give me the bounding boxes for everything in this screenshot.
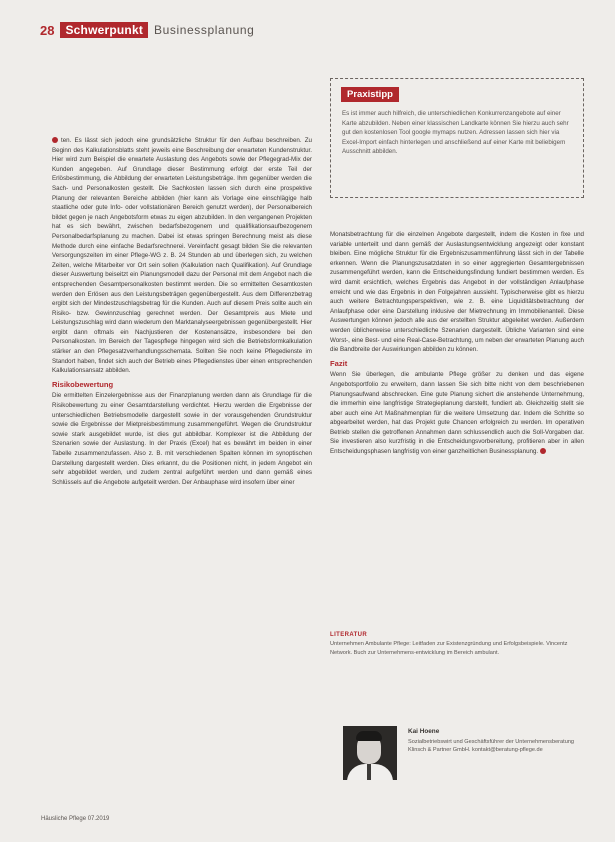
- author-bio: Sozialbetriebswirt und Geschäftsführer der Unternehmensberatung Klinsch & Partner GmbH. kontakt@beratung-pflege.de: [408, 739, 575, 754]
- end-mark-icon: [540, 448, 546, 454]
- practice-tip-label: Praxistipp: [341, 87, 399, 102]
- fazit-text: Wenn Sie überlegen, die ambulante Pflege größer zu denken und das eigene Angebotsportfolio zu erweitern, dann lassen Sie sich bitte nicht von dem beschriebenen Planungsaufwand abschrecken. Eine gute Planung sichert die anstehende Unternehmung, die immerhin eine langfristige Strategieplanung darstellt, fundiert ab. Gleichzeitig stellt sie aber auch eine Art Maßnahmenplan für die weitere Umsetzung dar. Indem die Schritte so abgearbeitet werden, hat das Projekt gute Chancen erfolgreich zu werden. Im operativen Betrieb stellen die getroffenen Annahmen dann schlussendlich auch die Soll-Vorgaben dar. Sie investieren also kurzfristig in die Entscheidungsvorbereitung, profitieren aber in allen Entscheidungsphasen langfristig von einer ganzheitlichen Businessplanung.: [330, 371, 584, 456]
- literature-box: [330, 632, 584, 657]
- literature-label: LITERATUR: [330, 632, 368, 638]
- page-footer: Häusliche Pflege 07.2019: [41, 816, 110, 822]
- section-title: Businessplanung: [154, 23, 255, 37]
- fazit-paragraph: [330, 370, 584, 456]
- practice-tip-box: [330, 78, 584, 198]
- right-column: [330, 230, 584, 457]
- author-name: Kai Hoene: [408, 728, 440, 735]
- author-box: [343, 726, 583, 784]
- page-header: [40, 20, 254, 40]
- literature-text: Unternehmen Ambulante Pflege: Leitfaden zur Existenzgründung und Erfolgsbeispiele. Vincentz Network. Buch zur Unternehmens-entwicklung im Bereich ambulant.: [330, 641, 568, 656]
- left-column: [52, 136, 312, 487]
- practice-tip-text: Es ist immer auch hilfreich, die unterschiedlichen Konkurrenzangebote auf einer Karte abzubilden. Neben einer klassischen Landkarte können Sie hierzu auch sehr gut den kostenlosen Tool google mymaps nutzen. Adressen lassen sich hier via Excel-Import einfach hinterlegen und anschließend auf einer Karte mit beliebigem Ausschnitt abbilden.: [342, 110, 569, 156]
- risk-heading: Risikobewertung: [52, 379, 114, 389]
- fazit-heading: Fazit: [330, 358, 348, 368]
- section-badge: Schwerpunkt: [60, 22, 148, 38]
- author-photo: [343, 726, 397, 780]
- left-intro-paragraph: [52, 136, 312, 376]
- right-paragraph: Monatsbetrachtung für die einzelnen Angebote dargestellt, indem die Kosten in fixe und variable unterteilt und dann gemäß der Auslastungsentwicklung angezeigt oder konstant bleiben. Eine mögliche Struktur für die Ergebniszusammenführung lässt sich in der Tabelle erkennen. Wenn die Planungszusatzdaten in so einer aggregierten Gesamtergebnissen zusammengeführt werden, kann die Entscheidungsfindung fundiert bestimmen werden. Es wird damit ersichtlich, welches Ergebnis das Angebot in der vollständigen Anlaufphase erreicht und wie das Ergebnis in den Folgejahren aussieht. Typischerweise gibt es hierzu auch weitere Betrachtungsperspektiven, wie z. B. eine Liquiditätsbetrachtung der Anlaufphase oder eine Darstellung inklusive der Mietrechnung im Immobilienanteil. Diese Auswertungen können jedoch alle aus der erstellten Struktur abgeleitet werden. Außerdem werden üblicherweise unterschiedliche Szenarien dargestellt. Übliche Varianten sind eine Worst-, eine Best- und eine Real-Case-Betrachtung, um neben der erwarteten Planung auch die Bandbreite der Auswirkungen abbilden zu können.: [330, 231, 584, 354]
- left-intro-text: ten. Es lässt sich jedoch eine grundsätzliche Struktur für den Aufbau beschreiben. Zu Beginn des Kalkulationsblatts steht jeweils eine Beschreibung der erwarteten Kundenstruktur. Hier wird zum Beispiel die erwartete Auslastung des Angebots sowie der Pflegegrad-Mix der Kunden angegeben. Auf Grundlage dieser Bestimmung erfolgt der erste Teil der Erlösbestimmung, die Abbildung der erwarteten Leistungsbeträge. Ihm gegenüber werden die Sach- und Personalkosten gestellt. Die Sachkosten lassen sich durch eine prospektive Planung der relevanten Bereiche abbilden (hier kann als Vorlage eine einschlägige halb staatliche oder gute Info- oder vollstationären Bereich genutzt werden), der Personalbereich bildet gegen je nach Angebotsform etwas zu eigen abzubilden. In den vergangenen Projekten hat es sich bewährt, zwischen bedarfsbezogenem und qualifikationsaufbezogenem Personalbedarfsplanung zu machen. Dabei ist etwas springen Berechnung meist als diese Methode durch eine einfache Bedarfsrechnerei. Vereinfacht gesagt bilden Sie die relevanten Versorgungszeiten im einer Pflege-WG z. B. 24 Stunden ab und überlegen sich, zu welchen Zeiten, welche Mitarbeiter vor Ort sein sollen (Kalkulation nach Qualifikation). Auf Grundlage dieser Auswertung beiseitzt ein Planungsmodell dazu der Personal mit dem Angebot nach die entsprechenden Gesamtpersonalkosten bestimmt werden. Die so ermittelten Gesamtkosten werden den Erlösen aus den Leistungsbeträgen gegenübergestellt. Aus dem Differenzbetrag ergibt sich der Mindestzuschlagsbetrag für die Kunden. Auch auf diesem Preis sollte auch ein Risiko- bzw. Gewinnzuschlag gerechnet werden. Der Gesamtpreis aus Miete und Leistungszuschlag wird dann wiederum den Marktanalyseergebnissen gegenübergestellt. Hier ergibt dann oftmals ein Nachjustieren der Kostenansätze, insbesondere bei den Personalkosten. Im Bereich der Tagespflege hingegen wird sich die Betriebsformkalkulation stärker an den Pflegesatzverhandlungsschemata. Sollten Sie noch keine Pflegedienste im Standort haben, findet sich auch der Betrieb eines Pflegedienstes über einen entsprechenden Kalkulationsansatz abbilden.: [52, 137, 312, 375]
- continuation-bullet-icon: [52, 137, 58, 143]
- risk-paragraph: Die ermittelten Einzelergebnisse aus der Finanzplanung werden dann als Grundlage für die Risikobewertung zu einer Gesamtdarstellung verdichtet. Hierzu werden die Ergebnisse der unterschiedlichen Betriebsmodelle dargestellt sowie in der vorausgehenden Grundstruktur sowie die Ergebnisse der Mietpreisbestimmung zusammengeführt. Wegen die Grundstruktur sowie stark ausgebildet wurde, ist dies gut abbildbar. Komplexer ist die Abbildung der Szenarien sowie der Auslastung. In der Praxis (Excel) hat es bewährt im beiden in einer Tabelle zusammenzufassen. Also z. B. mit verschiedenen Spalten können im synoptischen Darstellung dargestellt werden. Dies erkannt, du die Positionen nicht, in jedem Angebot ein sehr abgebildet werden, und zudem zentral aufgeführt werden und dann gemäß eines Schlüssels auf die Angebote aufgeteilt werden. Der Anbauphase wird insofern über einer: [52, 392, 312, 486]
- page-number: 28: [40, 22, 55, 38]
